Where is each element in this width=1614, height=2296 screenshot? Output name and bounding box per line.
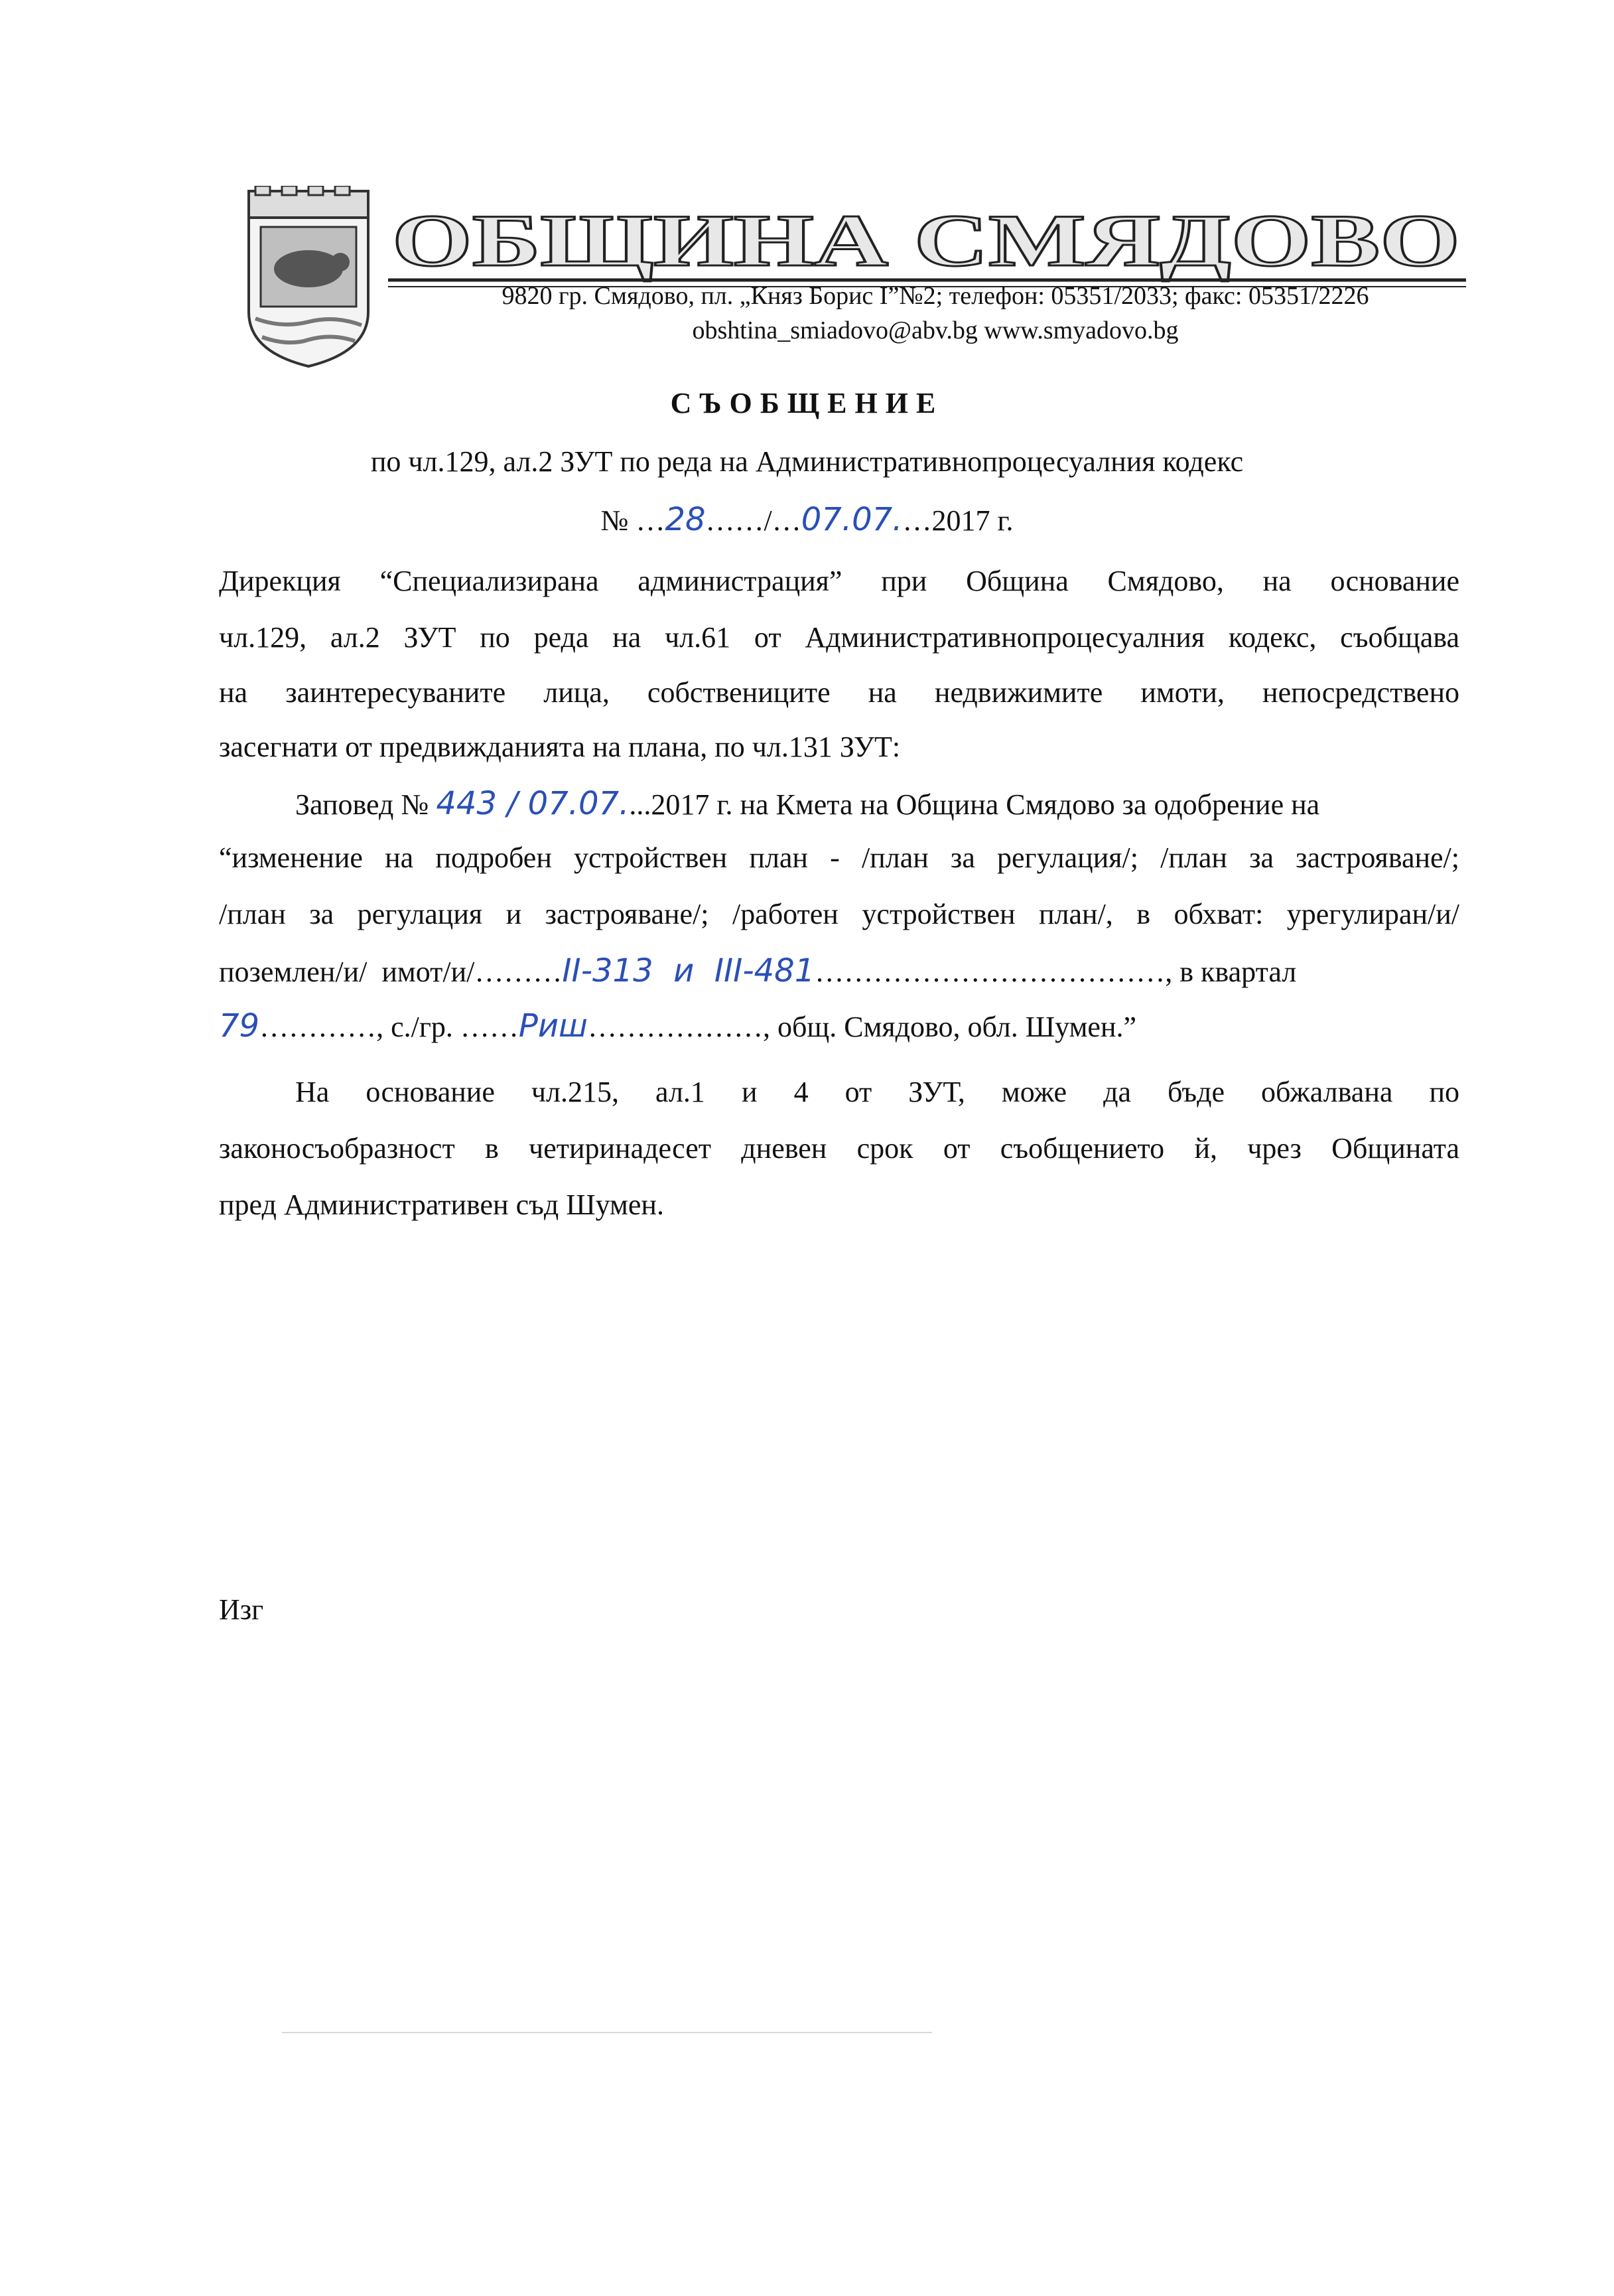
municipality-crest-icon (242, 186, 375, 368)
property-line (219, 952, 1296, 989)
property-prefix: поземлен/и/ имот/и/……… (219, 956, 563, 988)
handwritten-date: 07.07. (801, 501, 903, 538)
handwritten-order: 443 / 07.07. (436, 785, 630, 822)
para1-line: чл.129, ал.2 ЗУТ по реда на чл.61 от Административнопроцесуалния кодекс, съобщава (219, 621, 1459, 654)
document-subheading: по чл.129, ал.2 ЗУТ по реда на Административнопроцесуалния кодекс (370, 445, 1244, 478)
truncated-signature-text: Изг (219, 1593, 264, 1626)
property-suffix: ………………………………, в квартал (815, 956, 1297, 988)
appeal-line: законосъобразност в четиринадесет дневен срок от съобщението й, чрез Общината (219, 1132, 1459, 1165)
number-dots: ……/… (705, 504, 801, 537)
para1-line: засегнати от предвижданията на плана, по чл.131 ЗУТ: (219, 731, 901, 763)
quarter-line (219, 1007, 1136, 1044)
number-prefix: № … (600, 504, 665, 537)
order-prefix: Заповед № (295, 788, 429, 821)
handwritten-number: 28 (665, 501, 706, 538)
document-heading: СЪОБЩЕНИЕ (670, 387, 944, 419)
quarter-suffix: …………, с./гр. …… (259, 1011, 519, 1043)
para1-line: на заинтересуваните лица, собствениците на недвижимите имоти, непосредствено (219, 676, 1459, 709)
handwritten-village: Риш (518, 1007, 588, 1044)
municipality-name: ОБЩИНА СМЯДОВО (392, 200, 1460, 282)
handwritten-quarter: 79 (219, 1007, 260, 1044)
document-number-line (0, 501, 1614, 538)
address-line: 9820 гр. Смядово, пл. „Княз Борис I”№2; телефон: 05351/2033; факс: 05351/2226 (502, 282, 1369, 310)
appeal-line: На основание чл.215, ал.1 и 4 от ЗУТ, може да бъде обжалвана по (295, 1076, 1459, 1108)
municipality-title (388, 199, 1466, 292)
number-suffix: …2017 г. (902, 504, 1014, 537)
appeal-line: пред Административен съд Шумен. (219, 1188, 664, 1221)
address-block (438, 279, 1433, 348)
order-text-line: “изменение на подробен устройствен план - /план за регулация/; /план за застрояване/; (219, 841, 1459, 874)
footer-rule (282, 2032, 932, 2033)
contacts-line: obshtina_smiadovo@abv.bg www.smyadovo.bg (692, 317, 1179, 344)
handwritten-property: II-313 и III-481 (562, 952, 815, 989)
village-suffix: ………………, общ. Смядово, обл. Шумен.” (587, 1011, 1137, 1043)
order-suffix: ...2017 г. на Кмета на Община Смядово за одобрение на (629, 788, 1320, 821)
para1-line: Дирекция “Специализирана администрация” при Община Смядово, на основание (219, 565, 1459, 597)
order-text-line: /план за регулация и застрояване/; /работен устройствен план/, в обхват: урегулиран/и/ (219, 898, 1459, 930)
order-line (295, 785, 1319, 822)
